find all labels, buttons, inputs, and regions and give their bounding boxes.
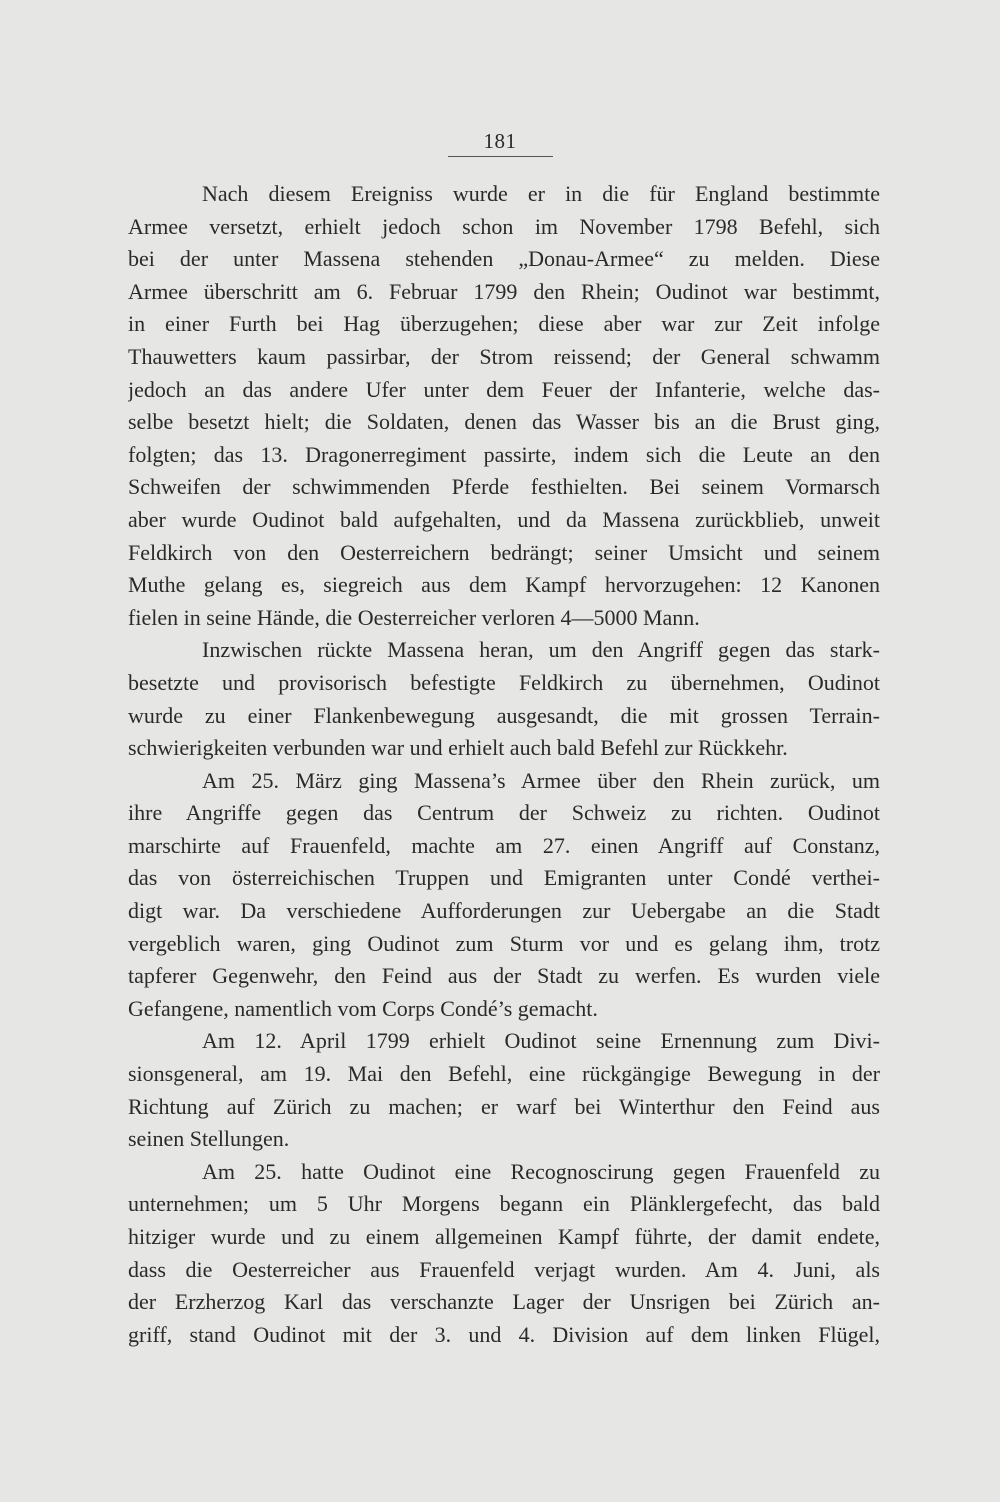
text-line: seinen Stellungen. — [128, 1126, 290, 1152]
text-line: sionsgeneral, am 19. Mai den Befehl, eine rückgängige Bewegung in der — [128, 1061, 880, 1087]
page-number: 181 — [448, 128, 553, 157]
text-line: digt war. Da verschiedene Aufforderungen zur Uebergabe an die Stadt — [128, 898, 880, 924]
text-line: Richtung auf Zürich zu machen; er warf bei Winterthur den Feind aus — [128, 1093, 880, 1119]
text-line: besetzte und provisorisch befestigte Feldkirch zu übernehmen, Oudinot — [128, 669, 880, 695]
text-line: Muthe gelang es, siegreich aus dem Kampf hervorzugehen: 12 Kanonen — [128, 572, 880, 598]
text-line: der Erzherzog Karl das verschanzte Lager der Unsrigen bei Zürich an- — [128, 1289, 880, 1315]
text-line: Armee versetzt, erhielt jedoch schon im November 1798 Befehl, sich — [128, 213, 880, 239]
text-line: Feldkirch von den Oesterreichern bedrängt; seiner Umsicht und seinem — [128, 539, 880, 565]
text-line: fielen in seine Hände, die Oesterreicher verloren 4—5000 Mann. — [128, 604, 700, 630]
text-line: Nach diesem Ereigniss wurde er in die für England bestimmte — [202, 181, 880, 206]
text-line: dass die Oesterreicher aus Frauenfeld verjagt wurden. Am 4. Juni, als — [128, 1256, 880, 1282]
text-line: hitziger wurde und zu einem allgemeinen Kampf führte, der damit endete, — [128, 1224, 880, 1249]
text-line: schwierigkeiten verbunden war und erhielt auch bald Befehl zur Rückkehr. — [128, 735, 788, 761]
text-line: in einer Furth bei Hag überzugehen; diese aber war zur Zeit infolge — [128, 311, 880, 337]
text-line: Am 12. April 1799 erhielt Oudinot seine Ernennung zum Divi- — [202, 1028, 880, 1054]
text-line: griff, stand Oudinot mit der 3. und 4. Division auf dem linken Flügel, — [128, 1321, 880, 1347]
text-line: tapferer Gegenwehr, den Feind aus der Stadt zu werfen. Es wurden viele — [128, 963, 880, 989]
text-line: Schweifen der schwimmenden Pferde festhielten. Bei seinem Vormarsch — [128, 474, 880, 500]
text-line: unternehmen; um 5 Uhr Morgens begann ein Plänklergefecht, das bald — [128, 1191, 880, 1217]
text-line: Gefangene, namentlich vom Corps Condé’s gemacht. — [128, 995, 598, 1021]
text-line: aber wurde Oudinot bald aufgehalten, und da Massena zurückblieb, unweit — [128, 506, 880, 532]
text-line: Am 25. hatte Oudinot eine Recognoscirung gegen Frauenfeld zu — [202, 1158, 880, 1184]
text-line: Thauwetters kaum passirbar, der Strom reissend; der General schwamm — [128, 343, 880, 369]
page-header — [0, 128, 1000, 157]
text-line: Armee überschritt am 6. Februar 1799 den Rhein; Oudinot war bestimmt, — [128, 278, 880, 304]
text-line: Inzwischen rückte Massena heran, um den Angriff gegen das stark- — [202, 637, 880, 663]
text-line: Am 25. März ging Massena’s Armee über den Rhein zurück, um — [202, 767, 880, 793]
text-line: wurde zu einer Flankenbewegung ausgesandt, die mit grossen Terrain- — [128, 702, 880, 728]
text-line: selbe besetzt hielt; die Soldaten, denen das Wasser bis an die Brust ging, — [128, 409, 880, 435]
text-line: vergeblich waren, ging Oudinot zum Sturm vor und es gelang ihm, trotz — [128, 930, 880, 956]
text-line: das von österreichischen Truppen und Emigranten unter Condé verthei- — [128, 865, 880, 891]
body-text — [128, 178, 880, 1351]
text-line: ihre Angriffe gegen das Centrum der Schweiz zu richten. Oudinot — [128, 800, 880, 826]
text-line: folgten; das 13. Dragonerregiment passirte, indem sich die Leute an den — [128, 441, 880, 467]
text-line: marschirte auf Frauenfeld, machte am 27. einen Angriff auf Constanz, — [128, 832, 880, 858]
text-line: jedoch an das andere Ufer unter dem Feuer der Infanterie, welche das- — [128, 376, 880, 402]
text-line: bei der unter Massena stehenden „Donau-Armee“ zu melden. Diese — [128, 246, 880, 272]
